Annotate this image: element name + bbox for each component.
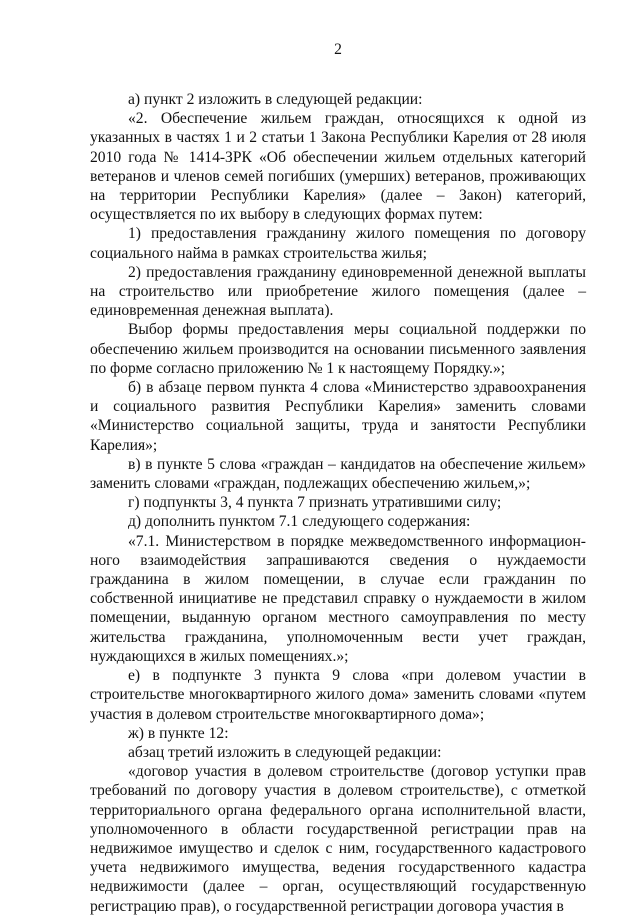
document-body <box>90 90 586 916</box>
page-number: 2 <box>334 41 342 58</box>
paragraph-item-e: е) в подпункте 3 пункта 9 слова «при долевом участии в строительстве многоквартирного жилого дома» заменить словами «путем участия в долевом строительстве многоквартирного дома»; <box>90 667 586 723</box>
paragraph-third-indent: абзац третий изложить в следующей редакции: <box>128 743 442 761</box>
paragraph-clause-2: «2. Обеспечение жильем граждан, относящихся к одной из указанных в частях 1 и 2 статьи 1 Закона Республики Карелия от 28 июля 2010 года № 1414-ЗРК «Об обеспечении жильем отдельных категорий ветеранов и членов семей погибших (умерших) ветеранов, проживающих на территории Республики Карелия» (далее – Закон) категорий, осуществляется по их выбору в следующих формах путем: <box>90 110 586 224</box>
paragraph-clause-7-1: «7.1. Министерством в порядке межведомственного информационного взаимодействия запрашиваются сведения о нуждаемости гражданина в жилом помещении, в случае если гражданин по собственной инициативе не представил справку о нуждаемости в жилом помещении, выданную органом местного самоуправления по месту жительства гражданина, уполномоченным вести учет граждан, нуждающихся в жилых помещениях.»; <box>90 532 586 665</box>
paragraph-item-a: а) пункт 2 изложить в следующей редакции: <box>128 91 423 108</box>
paragraph-option-1: 1) предоставления гражданину жилого помещения по договору социального найма в рамках строительства жилья; <box>90 225 586 262</box>
paragraph-item-zh: ж) в пункте 12: <box>128 724 229 742</box>
paragraph-item-b: б) в абзаце первом пункта 4 слова «Министерство здравоохранения и социального развития Республики Карелия» заменить словами «Министерство социальной защиты, труда и занятости Республики Карелия»; <box>90 379 586 454</box>
paragraph-contract-text: «договор участия в долевом строительстве (договор уступки прав требований по договору участия в долевом строительстве), с отметкой территориального органа федерального органа исполнительной власти, уполномоченного в области государственной регистрации прав на недвижимое имущество и сделок с ним, государственного кадастрового учета недвижимого имущества, ведения государственного кадастра недвижимости (далее – орган, осуществляющий государственную регистрацию прав), о государственной регистрации договора участия в <box>90 763 586 915</box>
paragraph-item-d: д) дополнить пунктом 7.1 следующего содержания: <box>128 513 471 531</box>
paragraph-option-2: 2) предоставления гражданину единовременной денежной выплаты на строительство или приобретение жилого помещения (далее – единовременная денежная выплата). <box>90 263 586 320</box>
paragraph-item-v: в) в пункте 5 слова «граждан – кандидатов на обеспечение жильем» заменить словами «граждан, подлежащих обеспечению жильем,»; <box>90 455 586 493</box>
paragraph-form-choice: Выбор формы предоставления меры социальной поддержки по обеспечению жильем производится на основании письменного заявления по форме согласно приложению № 1 к настоящему Порядку.»; <box>90 321 586 377</box>
paragraph-item-g: г) подпункты 3, 4 пункта 7 признать утратившими силу; <box>128 494 502 512</box>
